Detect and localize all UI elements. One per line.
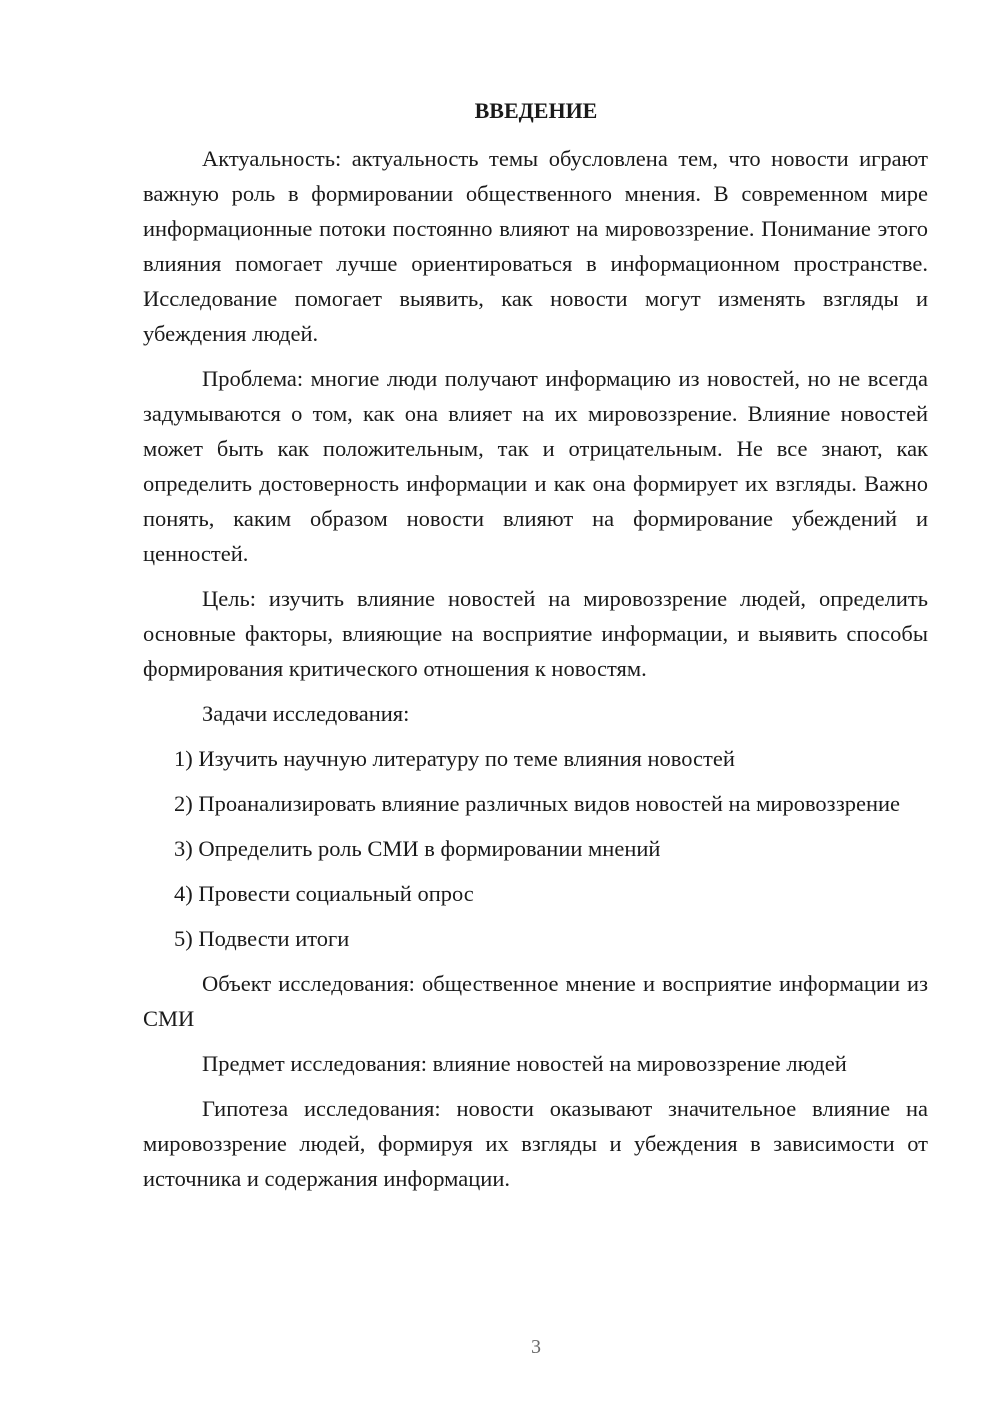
page-number: 3 — [531, 1336, 541, 1358]
paragraph-tasks-heading: Задачи исследования: — [202, 701, 410, 726]
task-item-5: 5) Подвести итоги — [174, 926, 350, 951]
paragraph-goal: Цель: изучить влияние новостей на мировоззрение людей, определить основные факторы, влияющие на восприятие информации, и выявить способы формирования критического отношения к новостям. — [143, 586, 928, 681]
task-item-3: 3) Определить роль СМИ в формировании мнений — [174, 836, 661, 861]
task-item-4: 4) Провести социальный опрос — [174, 881, 474, 906]
paragraph-hypothesis: Гипотеза исследования: новости оказывают значительное влияние на мировоззрение людей, формируя их взгляды и убеждения в зависимости от источника и содержания информации. — [143, 1096, 928, 1191]
paragraph-object: Объект исследования: общественное мнение и восприятие информации из СМИ — [143, 971, 928, 1031]
page-title: ВВЕДЕНИЕ — [474, 98, 598, 123]
paragraph-relevance: Актуальность: актуальность темы обусловлена тем, что новости играют важную роль в формировании общественного мнения. В современном мире информационные потоки постоянно влияют на мировоззрение. Понимание этого влияния помогает лучше ориентироваться в информационном пространстве. Исследование помогает выявить, как новости могут изменять взгляды и убеждения людей. — [143, 146, 928, 346]
task-item-1: 1) Изучить научную литературу по теме влияния новостей — [174, 746, 735, 771]
paragraph-subject: Предмет исследования: влияние новостей на мировоззрение людей — [202, 1051, 847, 1076]
task-item-2: 2) Проанализировать влияние различных видов новостей на мировоззрение — [174, 791, 901, 816]
paragraph-problem: Проблема: многие люди получают информацию из новостей, но не всегда задумываются о том, как она влияет на их мировоззрение. Влияние новостей может быть как положительным, так и отрицательным. Не все знают, как определить достоверность информации и как она формирует их взгляды. Важно понять, каким образом новости влияют на формирование убеждений и ценностей. — [143, 366, 928, 566]
document-body — [143, 141, 928, 1206]
